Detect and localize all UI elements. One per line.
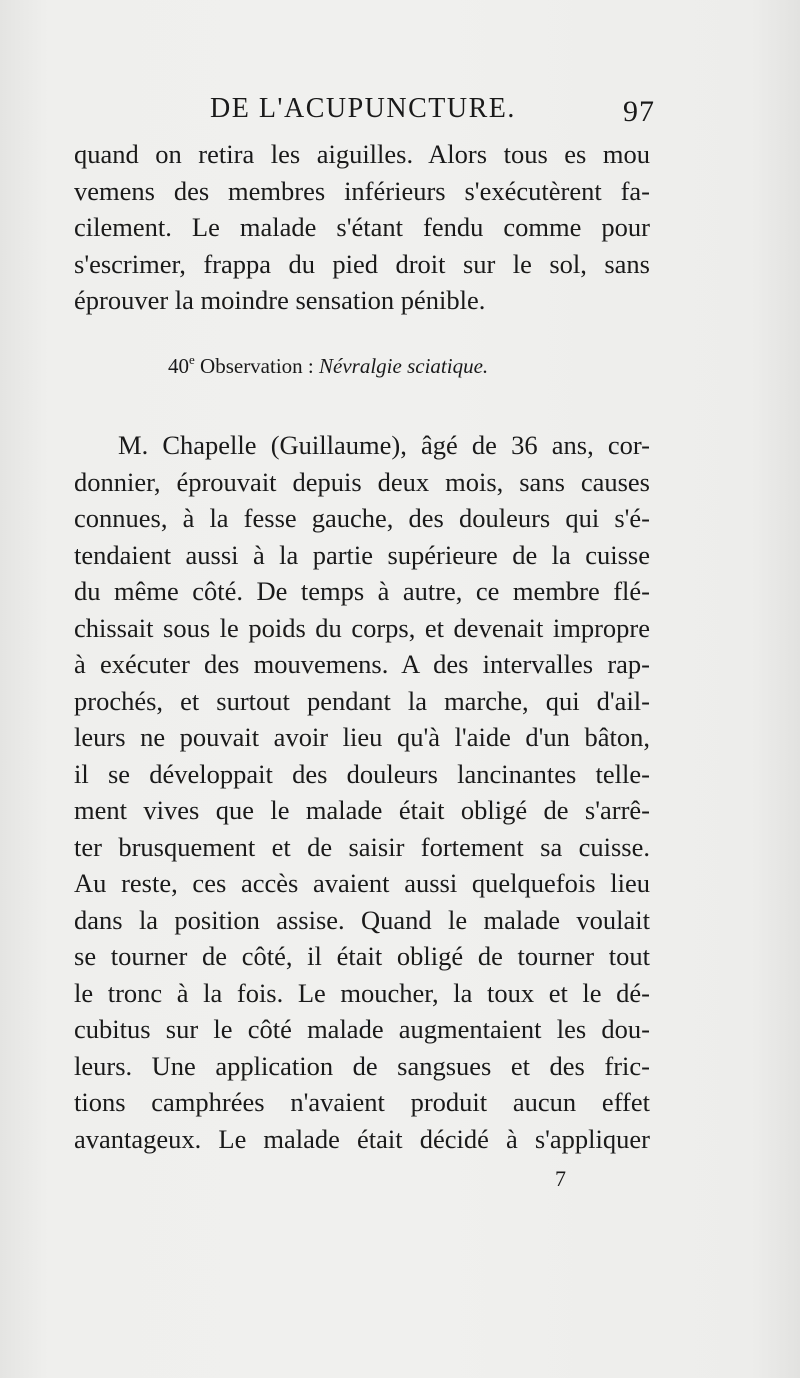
paragraph-observation <box>74 427 650 1157</box>
text-line: du même côté. De temps à autre, ce membre flé- <box>74 576 650 606</box>
observation-title: Névralgie sciatique. <box>319 354 489 378</box>
text-line: éprouver la moindre sensation pénible. <box>74 285 486 315</box>
signature-mark: 7 <box>555 1166 566 1191</box>
text-line: prochés, et surtout pendant la marche, qui d'ail- <box>74 685 650 716</box>
text-line: se tourner de côté, il était obligé de tourner tout <box>74 941 650 971</box>
text-line: cilement. Le malade s'étant fendu comme pour <box>74 212 650 242</box>
page-number: 97 <box>623 95 655 128</box>
observation-label: Observation : <box>194 354 320 378</box>
text-line: dans la position assise. Quand le malade voulait <box>74 904 650 935</box>
text-line: tendaient aussi à la partie supérieure de la cuisse <box>74 539 650 570</box>
observation-number: 40 <box>168 354 189 378</box>
text-line: s'escrimer, frappa du pied droit sur le sol, sans <box>74 248 650 279</box>
text-line: M. Chapelle (Guillaume), âgé de 36 ans, cor- <box>118 430 650 460</box>
text-line: il se développait des douleurs lancinantes telle- <box>74 758 650 789</box>
text-line: donnier, éprouvait depuis deux mois, sans causes <box>74 466 650 497</box>
text-line: chissait sous le poids du corps, et devenait impropre <box>74 612 650 643</box>
text-line: leurs. Une application de sangsues et des fric- <box>74 1050 650 1081</box>
observation-heading <box>168 352 628 379</box>
text-line: leurs ne pouvait avoir lieu qu'à l'aide d'un bâton, <box>74 722 650 752</box>
text-line: ter brusquement et de saisir fortement sa cuisse. <box>74 831 650 862</box>
observation-superscript: e <box>189 352 195 367</box>
paragraph-continued <box>74 136 650 319</box>
text-line: tions camphrées n'avaient produit aucun effet <box>74 1087 650 1117</box>
text-line: à exécuter des mouvemens. A des intervalles rap- <box>74 649 650 679</box>
text-line: le tronc à la fois. Le moucher, la toux et le dé- <box>74 977 650 1008</box>
running-head: DE L'ACUPUNCTURE. <box>210 93 516 124</box>
text-line: connues, à la fesse gauche, des douleurs qui s'é- <box>74 503 650 533</box>
text-line: avantageux. Le malade était décidé à s'appliquer <box>74 1123 650 1154</box>
text-line: quand on retira les aiguilles. Alors tous es mou <box>74 139 650 169</box>
text-line: vemens des membres inférieurs s'exécutèrent fa- <box>74 175 650 206</box>
page-header <box>210 93 655 133</box>
text-line: ment vives que le malade était obligé de s'arrê- <box>74 795 650 825</box>
text-line: cubitus sur le côté malade augmentaient les dou- <box>74 1014 650 1044</box>
text-line: Au reste, ces accès avaient aussi quelquefois lieu <box>74 868 650 898</box>
